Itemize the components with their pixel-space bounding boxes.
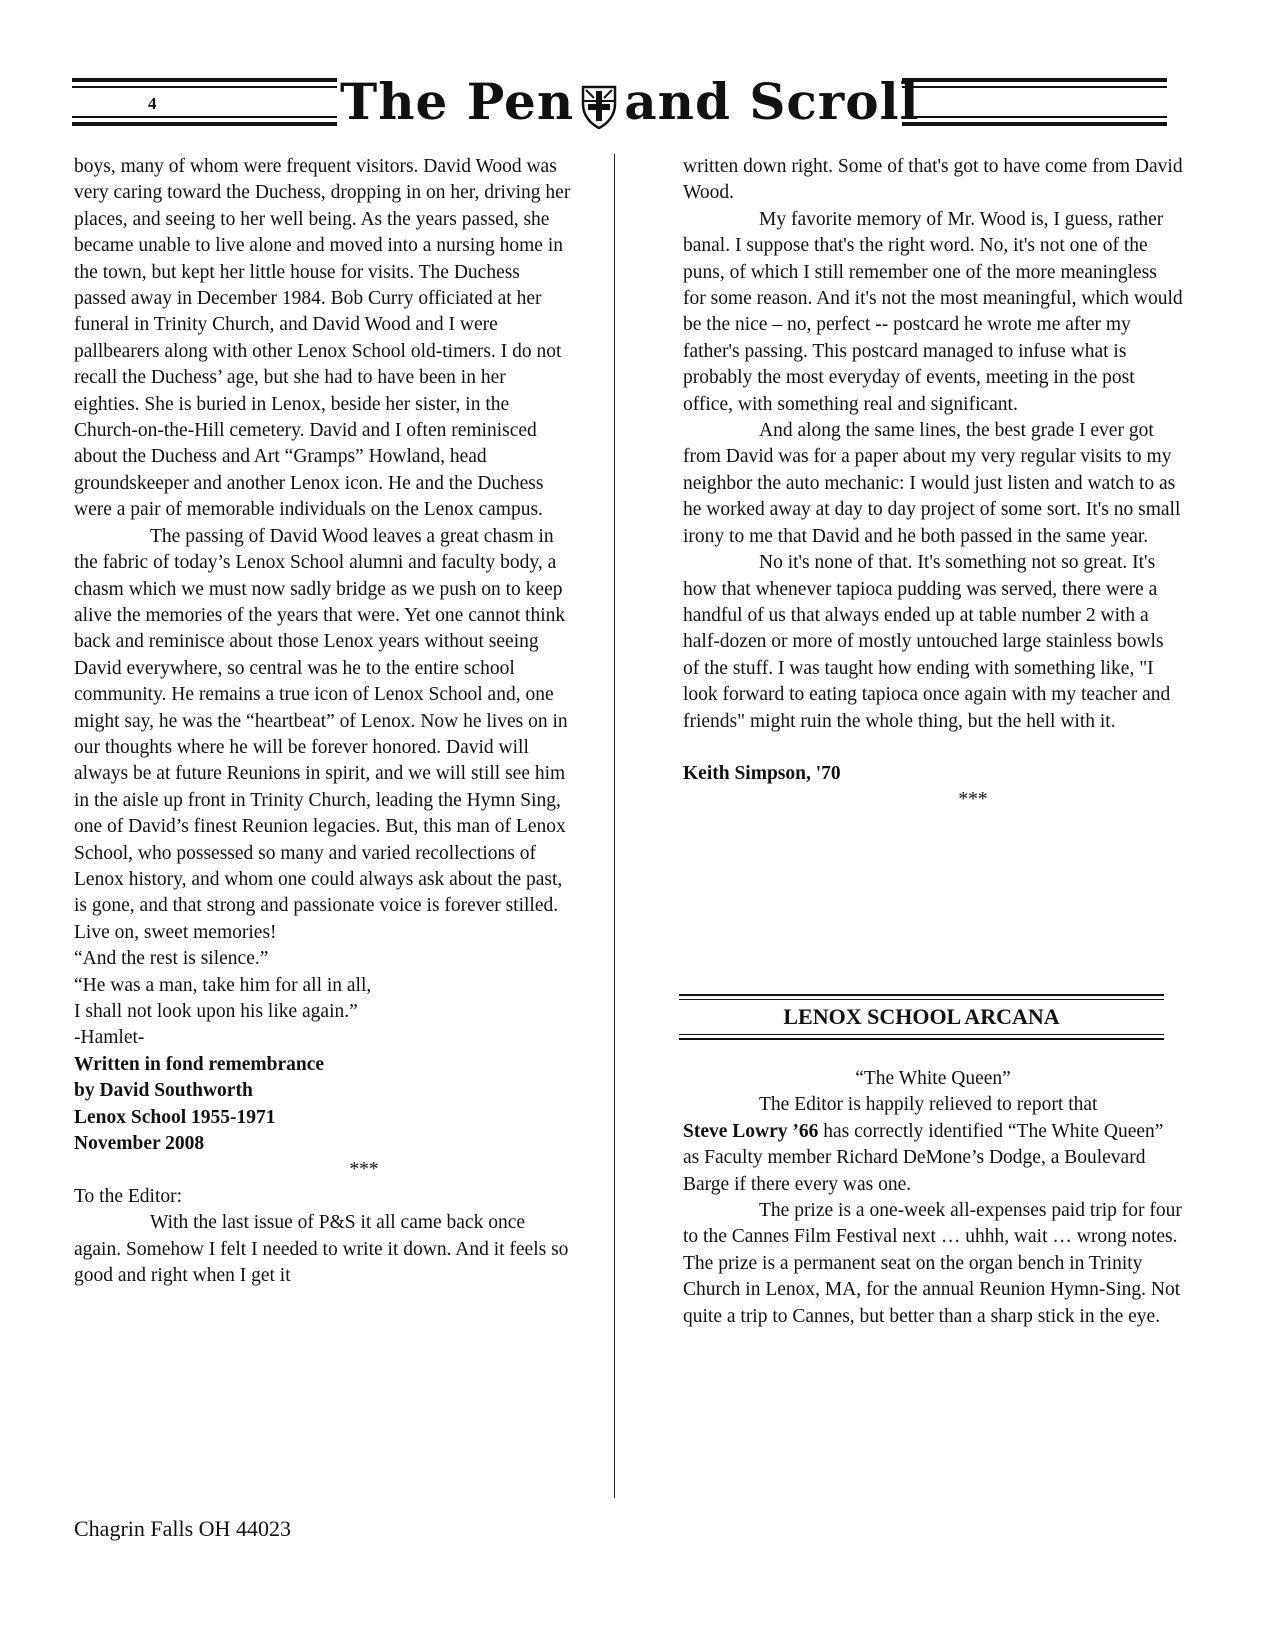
- arcana-paragraph-1: [683, 1119, 1183, 1198]
- letter-paragraph-4: And along the same lines, the best grade I ever got from David was for a paper about my very regular visits to my neighbor the auto mechanic: I would just listen and watch to as he worked away at day to day project of some sort. It's no small irony to me that David and he both passed in the same year.: [683, 420, 1181, 547]
- letter-paragraph-2: written down right. Some of that's got to have come from David Wood.: [683, 156, 1183, 204]
- quote-source: -Hamlet-: [74, 1027, 145, 1049]
- column-divider: [614, 154, 615, 1498]
- left-column: [74, 154, 574, 1289]
- newsletter-title: [340, 72, 920, 132]
- title-left: The Pen: [340, 72, 575, 131]
- winner-name: Steve Lowry ’66: [683, 1120, 819, 1142]
- arcana-paragraph-2: The prize is a one-week all-expenses paid trip for four to the Cannes Film Festival next … uhhh, wait … wrong notes. The prize is a permanent seat on the organ bench in Trinity Church in Lenox, MA, for the annual Reunion Hymn-Sing. Not quite a trip to Cannes, but better than a sharp stick in the eye.: [683, 1200, 1182, 1327]
- letter-paragraph-3: My favorite memory of Mr. Wood is, I guess, rather banal. I suppose that's the right word. No, it's not one of the puns, of which I still remember one of the more meaningless for some reason. And it's not the most meaningful, which would be the nice – no, perfect -- postcard he wrote me after my father's passing. This postcard managed to infuse what is probably the most everyday of events, meeting in the post office, with something real and significant.: [683, 208, 1183, 415]
- letter-paragraph-1: With the last issue of P&S it all came back once again. Somehow I felt I needed to write it down. And it feels so good and right when I get it: [74, 1212, 569, 1287]
- signature-line-4: November 2008: [74, 1133, 205, 1155]
- title-right: and Scroll: [624, 72, 920, 131]
- arcana-heading: LENOX SCHOOL ARCANA: [783, 1004, 1060, 1029]
- arcana-paragraph-1-intro: The Editor is happily relieved to report that: [759, 1094, 1098, 1116]
- footer-address: Chagrin Falls OH 44023: [74, 1516, 291, 1541]
- masthead-rule-left: [72, 78, 337, 130]
- signature-line-3: Lenox School 1955-1971: [74, 1106, 276, 1128]
- hamlet-quote-line-1: “And the rest is silence.”: [74, 948, 269, 970]
- memorial-paragraph-2: The passing of David Wood leaves a great chasm in the fabric of today’s Lenox School alumni and faculty body, a chasm which we must now sadly bridge as we push on to keep alive the memories of the years that were. Yet one cannot think back and reminisce about those Lenox years without seeing David everywhere, so central was he to the entire school community. He remains a true icon of Lenox School and, one might say, he was the “heartbeat” of Lenox. Now he lives on in our thoughts where he will be forever honored. David will always be at future Reunions in spirit, and we will still see him in the aisle up front in Trinity Church, leading the Hymn Sing, one of David’s finest Reunion legacies. But, this man of Lenox School, who possessed so many and varied recollections of Lenox history, and whom one could always ask about the past, is gone, and that strong and passionate voice is forever stilled. Live on, sweet memories!: [74, 525, 568, 943]
- section-separator-right: ***: [958, 789, 988, 811]
- arcana-section: [683, 1066, 1183, 1330]
- letter-signature: Keith Simpson, '70: [683, 762, 841, 784]
- arcana-heading-box: [679, 994, 1164, 1040]
- hamlet-quote-line-3: I shall not look upon his like again.”: [74, 1001, 358, 1022]
- shield-crest-icon: [580, 83, 618, 129]
- right-column: [683, 154, 1183, 814]
- letter-paragraph-5: No it's none of that. It's something not so great. It's how that whenever tapioca pudding was served, there were a handful of us that always ended up at table number 2 with a half-dozen or more of mostly untouched large stainless bowls of the stuff. I was taught how ending with something like, "I look forward to eating tapioca once again with my teacher and friends" might ruin the whole thing, but the hell with it.: [683, 552, 1171, 732]
- signature-line-2: by David Southworth: [74, 1080, 253, 1102]
- letter-salutation: To the Editor:: [74, 1185, 183, 1207]
- signature-line-1: Written in fond remembrance: [74, 1053, 325, 1075]
- masthead-rule-right: [902, 78, 1167, 130]
- section-separator: ***: [349, 1159, 379, 1181]
- arcana-subtitle: “The White Queen”: [855, 1068, 1011, 1089]
- arcana-paragraph-1-rest: has correctly identified “The White Queen” as Faculty member Richard DeMone’s Dodge, a Boulevard Barge if there every was one.: [683, 1120, 1164, 1195]
- page-number: 4: [148, 94, 157, 113]
- memorial-paragraph-1: boys, many of whom were frequent visitors. David Wood was very caring toward the Duchess, dropping in on her, driving her places, and seeing to her well being. As the years passed, she became unable to live alone and moved into a nursing home in the town, but kept her little house for visits. The Duchess passed away in December 1984. Bob Curry officiated at her funeral in Trinity Church, and David Wood and I were pallbearers along with other Lenox School old-timers. I do not recall the Duchess’ age, but she had to have been in her eighties. She is buried in Lenox, beside her sister, in the Church-on-the-Hill cemetery. David and I often reminisced about the Duchess and Art “Gramps” Howland, head groundskeeper and another Lenox icon. He and the Duchess were a pair of memorable individuals on the Lenox campus.: [74, 156, 571, 521]
- masthead: [72, 72, 1167, 132]
- hamlet-quote-line-2: “He was a man, take him for all in all,: [74, 974, 372, 996]
